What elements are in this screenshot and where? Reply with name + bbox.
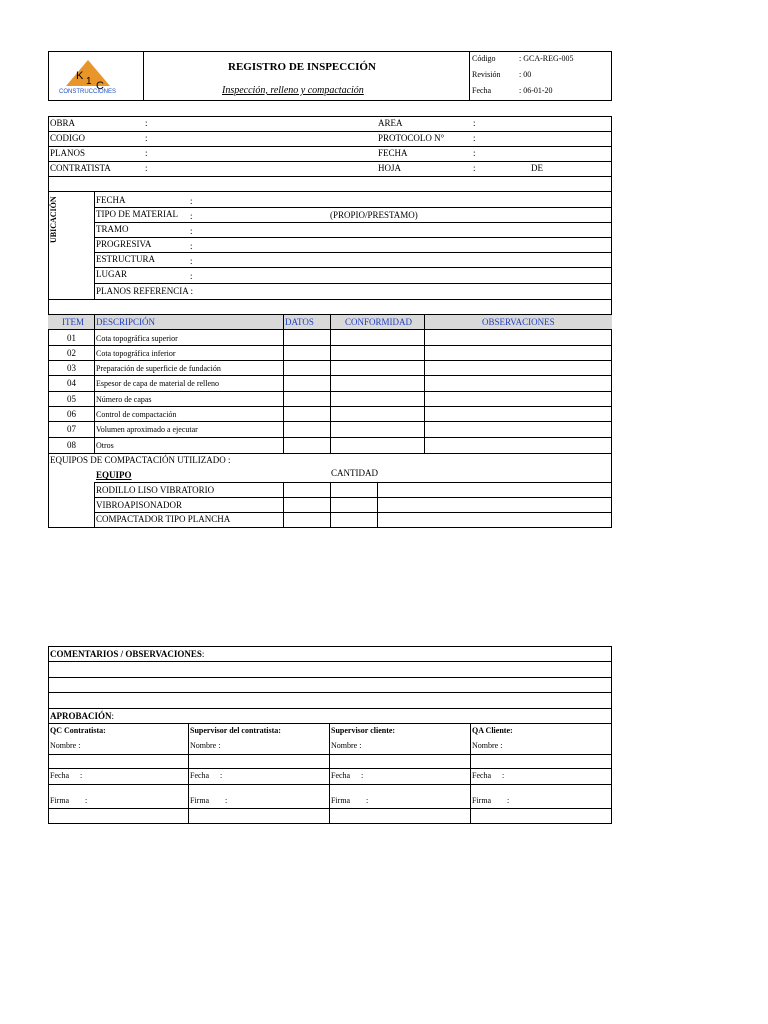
row-desc: Cota topográfica superior: [96, 334, 178, 343]
col-descripcion: DESCRIPCIÓN: [96, 317, 156, 327]
ubicacion-colon: :: [190, 256, 193, 266]
col-line: [283, 482, 284, 528]
header-divider: [143, 51, 144, 101]
planos-label: PLANOS: [50, 148, 86, 158]
ubicacion-lugar: LUGAR: [96, 269, 127, 279]
firma-colon: :: [366, 796, 369, 805]
document-subtitle: Inspección, relleno y compactación: [222, 85, 364, 96]
col-observaciones: OBSERVACIONES: [482, 317, 555, 327]
codigo-info-colon: :: [145, 133, 148, 143]
row-desc: Otros: [96, 441, 114, 450]
ubicacion-fecha: FECHA: [96, 195, 126, 205]
firma-label: Firma: [331, 796, 351, 805]
row-line: [48, 391, 612, 392]
col-line: [94, 482, 95, 528]
revision-value: : 00: [519, 70, 532, 79]
row-desc: Control de compactación: [96, 410, 177, 419]
frame-right: [611, 646, 612, 823]
row-line: [48, 677, 612, 678]
approver-qa-cliente: QA Cliente:: [472, 726, 513, 735]
row-line: [48, 131, 612, 132]
cantidad-label: CANTIDAD: [331, 468, 378, 478]
col-line: [330, 314, 331, 453]
ubicacion-estructura: ESTRUCTURA: [96, 254, 156, 264]
equipo-label: EQUIPO: [96, 470, 132, 480]
header-divider: [469, 51, 470, 101]
col-datos: DATOS: [285, 317, 314, 327]
frame-left: [48, 646, 49, 823]
codigo-value: : GCA-REG-005: [519, 54, 574, 63]
firma-colon: :: [225, 796, 228, 805]
planos-colon: :: [145, 148, 148, 158]
ubicacion-colon: :: [190, 271, 193, 281]
row-line: [94, 283, 612, 284]
row-desc: Preparación de superficie de fundación: [96, 364, 221, 373]
row-item: 08: [67, 440, 76, 450]
row-line: [94, 482, 612, 483]
fecha-sign-label: Fecha: [50, 771, 70, 780]
col-line: [188, 723, 189, 823]
hoja-de: DE: [531, 163, 543, 173]
planos-referencia: PLANOS REFERENCIA :: [96, 286, 194, 296]
row-line: [94, 222, 612, 223]
row-line: [48, 375, 612, 376]
col-line: [283, 314, 284, 453]
row-line: [48, 646, 612, 647]
approver-supervisor-contratista: Supervisor del contratista:: [190, 726, 281, 735]
fecha-sign-label: Fecha: [190, 771, 210, 780]
row-line: [48, 723, 612, 724]
col-conformidad: CONFORMIDAD: [345, 317, 413, 327]
area-label: AREA: [378, 118, 403, 128]
comentarios-colon: :: [201, 649, 205, 659]
logo-letter-c: C: [96, 80, 104, 92]
row-line: [48, 754, 612, 755]
area-colon: :: [473, 118, 476, 128]
comentarios-label: COMENTARIOS / OBSERVACIONES: [50, 649, 202, 659]
approver-supervisor-cliente: Supervisor cliente:: [331, 726, 396, 735]
row-item: 01: [67, 333, 76, 343]
nombre-label: Nombre :: [331, 741, 362, 750]
row-line: [94, 252, 612, 253]
obra-colon: :: [145, 118, 148, 128]
row-item: 02: [67, 348, 76, 358]
nombre-label: Nombre :: [472, 741, 503, 750]
col-item: ITEM: [62, 317, 84, 327]
fecha-sign-colon: :: [80, 771, 83, 780]
ubicacion-tipo: TIPO DE MATERIAL: [96, 209, 178, 219]
obra-label: OBRA: [50, 118, 76, 128]
col-line: [470, 723, 471, 823]
row-line: [48, 692, 612, 693]
row-line: [48, 345, 612, 346]
firma-colon: :: [85, 796, 88, 805]
ubicacion-progresiva: PROGRESIVA: [96, 239, 152, 249]
ubicacion-tipo-note: (PROPIO/PRESTAMO): [330, 210, 418, 220]
row-line: [48, 191, 612, 192]
fecha-info-label: FECHA: [378, 148, 408, 158]
row-item: 03: [67, 363, 76, 373]
row-line: [94, 237, 612, 238]
ubicacion-colon: :: [190, 196, 193, 206]
protocolo-label: PROTOCOLO N°: [378, 133, 445, 143]
row-line: [94, 497, 612, 498]
fecha-sign-colon: :: [220, 771, 223, 780]
row-line: [48, 406, 612, 407]
logo-letter-1: 1: [86, 76, 92, 87]
contratista-colon: :: [145, 163, 148, 173]
hoja-label: HOJA: [378, 163, 402, 173]
row-line: [94, 267, 612, 268]
comentarios-heading: [50, 650, 204, 659]
firma-label: Firma: [472, 796, 492, 805]
firma-colon: :: [507, 796, 510, 805]
row-line: [48, 421, 612, 422]
row-line: [48, 437, 612, 438]
row-line: [48, 784, 612, 785]
equipo-item: VIBROAPISONADOR: [96, 500, 183, 510]
fecha-sign-colon: :: [502, 771, 505, 780]
ubicacion-tramo: TRAMO: [96, 224, 129, 234]
row-item: 04: [67, 378, 76, 388]
col-line: [424, 314, 425, 453]
fecha-value: : 06-01-20: [519, 86, 553, 95]
ubicacion-colon: :: [190, 211, 193, 221]
company-logo: [56, 56, 136, 96]
contratista-label: CONTRATISTA: [50, 163, 111, 173]
codigo-label: Código: [472, 54, 496, 63]
row-desc: Cota topográfica inferior: [96, 349, 176, 358]
ubicacion-colon: :: [190, 241, 193, 251]
nombre-label: Nombre :: [190, 741, 221, 750]
equipo-item: COMPACTADOR TIPO PLANCHA: [96, 514, 231, 524]
row-line: [48, 808, 612, 809]
row-line: [48, 146, 612, 147]
logo-letter-k: K: [76, 70, 84, 82]
row-desc: Número de capas: [96, 395, 152, 404]
row-desc: Espesor de capa de material de relleno: [96, 379, 220, 388]
aprobacion-label: APROBACIÓN: [50, 711, 112, 721]
row-item: 07: [67, 424, 76, 434]
row-item: 06: [67, 409, 76, 419]
row-line: [48, 161, 612, 162]
codigo-info-label: CODIGO: [50, 133, 85, 143]
firma-label: Firma: [190, 796, 210, 805]
col-line: [377, 482, 378, 528]
row-line: [48, 708, 612, 709]
fecha-sign-label: Fecha: [331, 771, 351, 780]
col-line: [94, 314, 95, 453]
fecha-info-colon: :: [473, 148, 476, 158]
ubicacion-side-label: UBICACIÓN: [49, 196, 58, 243]
row-line: [48, 176, 612, 177]
aprobacion-heading: [50, 712, 114, 721]
nombre-label: Nombre :: [50, 741, 81, 750]
row-desc: Volumen aproximado a ejecutar: [96, 425, 198, 434]
row-line: [48, 453, 612, 454]
row-line: [48, 823, 612, 824]
approver-qc-contratista: QC Contratista:: [50, 726, 106, 735]
fecha-label: Fecha: [472, 86, 492, 95]
row-line: [48, 360, 612, 361]
revision-label: Revisión: [472, 70, 501, 79]
row-line: [94, 207, 612, 208]
fecha-sign-label: Fecha: [472, 771, 492, 780]
ubicacion-colon: :: [190, 226, 193, 236]
protocolo-colon: :: [473, 133, 476, 143]
row-line: [94, 512, 612, 513]
equipo-item: RODILLO LISO VIBRATORIO: [96, 485, 215, 495]
row-line: [48, 661, 612, 662]
equipos-title: EQUIPOS DE COMPACTACIÓN UTILIZADO :: [50, 455, 231, 465]
row-line: [48, 299, 612, 300]
hoja-colon: :: [473, 163, 476, 173]
fecha-sign-colon: :: [361, 771, 364, 780]
col-line: [330, 482, 331, 528]
row-line: [48, 768, 612, 769]
aprobacion-colon: :: [111, 711, 115, 721]
logo-caption: CONSTRUCCIONES: [59, 89, 117, 95]
firma-label: Firma: [50, 796, 70, 805]
row-item: 05: [67, 394, 76, 404]
col-line: [329, 723, 330, 823]
document-title: REGISTRO DE INSPECCIÓN: [228, 61, 376, 73]
